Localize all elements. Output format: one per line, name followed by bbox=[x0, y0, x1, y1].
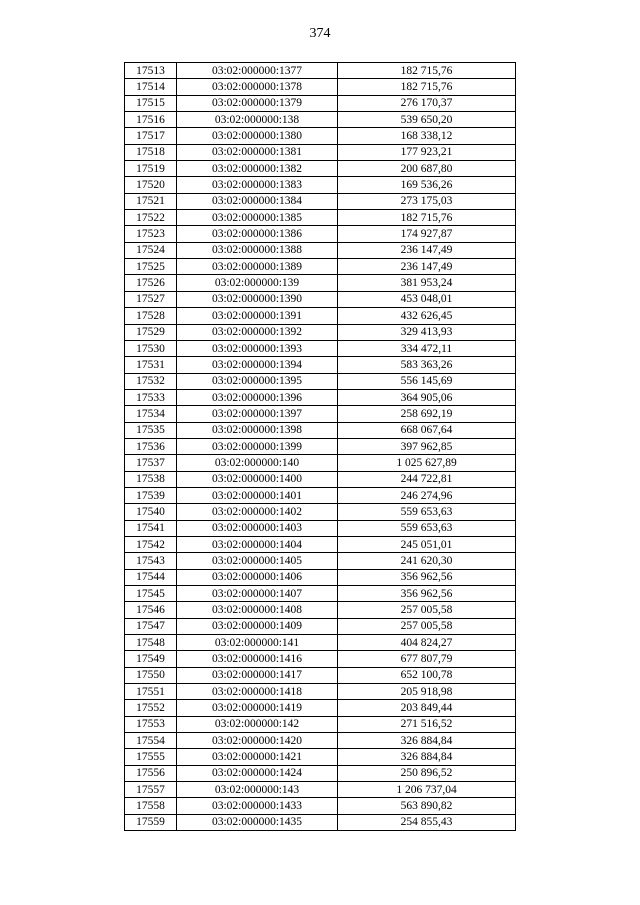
cadastral-number-cell: 03:02:000000:1421 bbox=[177, 749, 338, 765]
cadastral-value-cell: 254 855,43 bbox=[338, 814, 516, 830]
cadastral-number-cell: 03:02:000000:1399 bbox=[177, 438, 338, 454]
row-number-cell: 17531 bbox=[125, 357, 177, 373]
cadastral-value-cell: 168 338,12 bbox=[338, 128, 516, 144]
table-row bbox=[125, 373, 516, 389]
row-number-cell: 17547 bbox=[125, 618, 177, 634]
table-row bbox=[125, 716, 516, 732]
cadastral-value-cell: 356 962,56 bbox=[338, 586, 516, 602]
cadastral-value-cell: 1 025 627,89 bbox=[338, 455, 516, 471]
table-row bbox=[125, 79, 516, 95]
cadastral-value-cell: 539 650,20 bbox=[338, 112, 516, 128]
row-number-cell: 17551 bbox=[125, 684, 177, 700]
table-row bbox=[125, 226, 516, 242]
cadastral-value-cell: 236 147,49 bbox=[338, 242, 516, 258]
cadastral-value-cell: 245 051,01 bbox=[338, 536, 516, 552]
cadastral-number-cell: 03:02:000000:139 bbox=[177, 275, 338, 291]
row-number-cell: 17528 bbox=[125, 308, 177, 324]
row-number-cell: 17541 bbox=[125, 520, 177, 536]
row-number-cell: 17558 bbox=[125, 798, 177, 814]
cadastral-value-cell: 326 884,84 bbox=[338, 749, 516, 765]
row-number-cell: 17516 bbox=[125, 112, 177, 128]
cadastral-value-cell: 203 849,44 bbox=[338, 700, 516, 716]
table-row bbox=[125, 438, 516, 454]
cadastral-value-cell: 329 413,93 bbox=[338, 324, 516, 340]
cadastral-number-cell: 03:02:000000:1418 bbox=[177, 684, 338, 700]
cadastral-value-cell: 182 715,76 bbox=[338, 63, 516, 79]
table-row bbox=[125, 782, 516, 798]
cadastral-number-cell: 03:02:000000:1383 bbox=[177, 177, 338, 193]
cadastral-number-cell: 03:02:000000:1408 bbox=[177, 602, 338, 618]
cadastral-number-cell: 03:02:000000:1402 bbox=[177, 504, 338, 520]
table-row bbox=[125, 798, 516, 814]
cadastral-value-cell: 559 653,63 bbox=[338, 504, 516, 520]
row-number-cell: 17543 bbox=[125, 553, 177, 569]
table-row bbox=[125, 635, 516, 651]
cadastral-number-cell: 03:02:000000:1405 bbox=[177, 553, 338, 569]
cadastral-number-cell: 03:02:000000:1433 bbox=[177, 798, 338, 814]
table-row bbox=[125, 504, 516, 520]
table-row bbox=[125, 814, 516, 830]
row-number-cell: 17530 bbox=[125, 340, 177, 356]
row-number-cell: 17514 bbox=[125, 79, 177, 95]
row-number-cell: 17555 bbox=[125, 749, 177, 765]
row-number-cell: 17544 bbox=[125, 569, 177, 585]
cadastral-number-cell: 03:02:000000:1404 bbox=[177, 536, 338, 552]
cadastral-number-cell: 03:02:000000:1382 bbox=[177, 161, 338, 177]
cadastral-number-cell: 03:02:000000:1377 bbox=[177, 63, 338, 79]
table-row bbox=[125, 553, 516, 569]
cadastral-number-cell: 03:02:000000:1409 bbox=[177, 618, 338, 634]
cadastral-value-cell: 652 100,78 bbox=[338, 667, 516, 683]
row-number-cell: 17542 bbox=[125, 536, 177, 552]
table-row bbox=[125, 618, 516, 634]
row-number-cell: 17554 bbox=[125, 733, 177, 749]
table-row bbox=[125, 144, 516, 160]
row-number-cell: 17556 bbox=[125, 765, 177, 781]
table-row bbox=[125, 63, 516, 79]
cadastral-value-cell: 257 005,58 bbox=[338, 618, 516, 634]
cadastral-number-cell: 03:02:000000:141 bbox=[177, 635, 338, 651]
table-row bbox=[125, 765, 516, 781]
table-row bbox=[125, 291, 516, 307]
table-row bbox=[125, 275, 516, 291]
cadastral-value-cell: 432 626,45 bbox=[338, 308, 516, 324]
cadastral-value-cell: 583 363,26 bbox=[338, 357, 516, 373]
cadastral-number-cell: 03:02:000000:1396 bbox=[177, 389, 338, 405]
table-row bbox=[125, 651, 516, 667]
table-row bbox=[125, 586, 516, 602]
table-row bbox=[125, 667, 516, 683]
table-row bbox=[125, 700, 516, 716]
table-row bbox=[125, 242, 516, 258]
cadastral-number-cell: 03:02:000000:1403 bbox=[177, 520, 338, 536]
cadastral-value-cell: 271 516,52 bbox=[338, 716, 516, 732]
cadastral-value-cell: 453 048,01 bbox=[338, 291, 516, 307]
row-number-cell: 17550 bbox=[125, 667, 177, 683]
page-number: 374 bbox=[309, 26, 331, 41]
table-row bbox=[125, 455, 516, 471]
cadastral-value-cell: 246 274,96 bbox=[338, 487, 516, 503]
cadastral-value-cell: 563 890,82 bbox=[338, 798, 516, 814]
cadastral-value-cell: 364 905,06 bbox=[338, 389, 516, 405]
table-row bbox=[125, 520, 516, 536]
row-number-cell: 17523 bbox=[125, 226, 177, 242]
table-row bbox=[125, 684, 516, 700]
cadastral-value-cell: 200 687,80 bbox=[338, 161, 516, 177]
row-number-cell: 17519 bbox=[125, 161, 177, 177]
row-number-cell: 17540 bbox=[125, 504, 177, 520]
table-row bbox=[125, 536, 516, 552]
cadastral-number-cell: 03:02:000000:1400 bbox=[177, 471, 338, 487]
cadastral-number-cell: 03:02:000000:1416 bbox=[177, 651, 338, 667]
table-row bbox=[125, 389, 516, 405]
cadastral-number-cell: 03:02:000000:142 bbox=[177, 716, 338, 732]
cadastral-value-cell: 559 653,63 bbox=[338, 520, 516, 536]
row-number-cell: 17513 bbox=[125, 63, 177, 79]
cadastral-value-cell: 556 145,69 bbox=[338, 373, 516, 389]
cadastral-number-cell: 03:02:000000:1419 bbox=[177, 700, 338, 716]
row-number-cell: 17546 bbox=[125, 602, 177, 618]
cadastral-value-cell: 356 962,56 bbox=[338, 569, 516, 585]
cadastral-number-cell: 03:02:000000:1388 bbox=[177, 242, 338, 258]
table-row bbox=[125, 308, 516, 324]
cadastral-value-cell: 326 884,84 bbox=[338, 733, 516, 749]
row-number-cell: 17536 bbox=[125, 438, 177, 454]
row-number-cell: 17522 bbox=[125, 210, 177, 226]
cadastral-value-cell: 334 472,11 bbox=[338, 340, 516, 356]
row-number-cell: 17534 bbox=[125, 406, 177, 422]
table-row bbox=[125, 471, 516, 487]
cadastral-value-cell: 258 692,19 bbox=[338, 406, 516, 422]
table-row bbox=[125, 487, 516, 503]
cadastral-value-cell: 182 715,76 bbox=[338, 79, 516, 95]
table-row bbox=[125, 112, 516, 128]
cadastral-number-cell: 03:02:000000:1386 bbox=[177, 226, 338, 242]
cadastral-number-cell: 03:02:000000:143 bbox=[177, 782, 338, 798]
cadastral-value-cell: 182 715,76 bbox=[338, 210, 516, 226]
cadastral-number-cell: 03:02:000000:1385 bbox=[177, 210, 338, 226]
table-row bbox=[125, 340, 516, 356]
cadastral-value-cell: 1 206 737,04 bbox=[338, 782, 516, 798]
cadastral-number-cell: 03:02:000000:1401 bbox=[177, 487, 338, 503]
cadastral-number-cell: 03:02:000000:1417 bbox=[177, 667, 338, 683]
row-number-cell: 17553 bbox=[125, 716, 177, 732]
row-number-cell: 17515 bbox=[125, 95, 177, 111]
cadastral-value-table bbox=[124, 62, 516, 831]
table-row bbox=[125, 259, 516, 275]
cadastral-number-cell: 03:02:000000:1379 bbox=[177, 95, 338, 111]
table-row bbox=[125, 602, 516, 618]
cadastral-number-cell: 03:02:000000:1393 bbox=[177, 340, 338, 356]
table-row bbox=[125, 733, 516, 749]
row-number-cell: 17521 bbox=[125, 193, 177, 209]
row-number-cell: 17518 bbox=[125, 144, 177, 160]
row-number-cell: 17548 bbox=[125, 635, 177, 651]
cadastral-value-cell: 677 807,79 bbox=[338, 651, 516, 667]
row-number-cell: 17529 bbox=[125, 324, 177, 340]
cadastral-number-cell: 03:02:000000:1424 bbox=[177, 765, 338, 781]
row-number-cell: 17559 bbox=[125, 814, 177, 830]
table-row bbox=[125, 95, 516, 111]
row-number-cell: 17527 bbox=[125, 291, 177, 307]
table-row bbox=[125, 357, 516, 373]
cadastral-number-cell: 03:02:000000:1407 bbox=[177, 586, 338, 602]
table-row bbox=[125, 569, 516, 585]
cadastral-value-cell: 668 067,64 bbox=[338, 422, 516, 438]
cadastral-value-cell: 177 923,21 bbox=[338, 144, 516, 160]
cadastral-number-cell: 03:02:000000:1381 bbox=[177, 144, 338, 160]
cadastral-value-cell: 273 175,03 bbox=[338, 193, 516, 209]
row-number-cell: 17526 bbox=[125, 275, 177, 291]
row-number-cell: 17537 bbox=[125, 455, 177, 471]
cadastral-value-cell: 236 147,49 bbox=[338, 259, 516, 275]
table-row bbox=[125, 210, 516, 226]
cadastral-value-cell: 169 536,26 bbox=[338, 177, 516, 193]
cadastral-number-cell: 03:02:000000:1420 bbox=[177, 733, 338, 749]
cadastral-number-cell: 03:02:000000:1380 bbox=[177, 128, 338, 144]
row-number-cell: 17533 bbox=[125, 389, 177, 405]
cadastral-number-cell: 03:02:000000:1390 bbox=[177, 291, 338, 307]
cadastral-number-cell: 03:02:000000:1378 bbox=[177, 79, 338, 95]
row-number-cell: 17525 bbox=[125, 259, 177, 275]
row-number-cell: 17549 bbox=[125, 651, 177, 667]
row-number-cell: 17524 bbox=[125, 242, 177, 258]
row-number-cell: 17532 bbox=[125, 373, 177, 389]
table-row bbox=[125, 177, 516, 193]
table-row bbox=[125, 406, 516, 422]
cadastral-number-cell: 03:02:000000:1395 bbox=[177, 373, 338, 389]
cadastral-value-cell: 241 620,30 bbox=[338, 553, 516, 569]
row-number-cell: 17517 bbox=[125, 128, 177, 144]
row-number-cell: 17535 bbox=[125, 422, 177, 438]
row-number-cell: 17557 bbox=[125, 782, 177, 798]
cadastral-value-cell: 381 953,24 bbox=[338, 275, 516, 291]
cadastral-number-cell: 03:02:000000:1398 bbox=[177, 422, 338, 438]
cadastral-number-cell: 03:02:000000:140 bbox=[177, 455, 338, 471]
cadastral-number-cell: 03:02:000000:1391 bbox=[177, 308, 338, 324]
cadastral-value-cell: 276 170,37 bbox=[338, 95, 516, 111]
table-body bbox=[125, 63, 516, 831]
table-row bbox=[125, 128, 516, 144]
table-row bbox=[125, 193, 516, 209]
row-number-cell: 17520 bbox=[125, 177, 177, 193]
cadastral-value-cell: 397 962,85 bbox=[338, 438, 516, 454]
table-row bbox=[125, 422, 516, 438]
cadastral-number-cell: 03:02:000000:1397 bbox=[177, 406, 338, 422]
cadastral-value-cell: 174 927,87 bbox=[338, 226, 516, 242]
cadastral-value-cell: 404 824,27 bbox=[338, 635, 516, 651]
table-row bbox=[125, 749, 516, 765]
cadastral-number-cell: 03:02:000000:1384 bbox=[177, 193, 338, 209]
cadastral-value-cell: 244 722,81 bbox=[338, 471, 516, 487]
cadastral-value-cell: 250 896,52 bbox=[338, 765, 516, 781]
row-number-cell: 17552 bbox=[125, 700, 177, 716]
cadastral-number-cell: 03:02:000000:1406 bbox=[177, 569, 338, 585]
cadastral-number-cell: 03:02:000000:1435 bbox=[177, 814, 338, 830]
cadastral-number-cell: 03:02:000000:1392 bbox=[177, 324, 338, 340]
cadastral-number-cell: 03:02:000000:1394 bbox=[177, 357, 338, 373]
table-row bbox=[125, 161, 516, 177]
row-number-cell: 17538 bbox=[125, 471, 177, 487]
table-row bbox=[125, 324, 516, 340]
row-number-cell: 17545 bbox=[125, 586, 177, 602]
cadastral-value-cell: 205 918,98 bbox=[338, 684, 516, 700]
cadastral-value-cell: 257 005,58 bbox=[338, 602, 516, 618]
row-number-cell: 17539 bbox=[125, 487, 177, 503]
cadastral-number-cell: 03:02:000000:138 bbox=[177, 112, 338, 128]
cadastral-number-cell: 03:02:000000:1389 bbox=[177, 259, 338, 275]
